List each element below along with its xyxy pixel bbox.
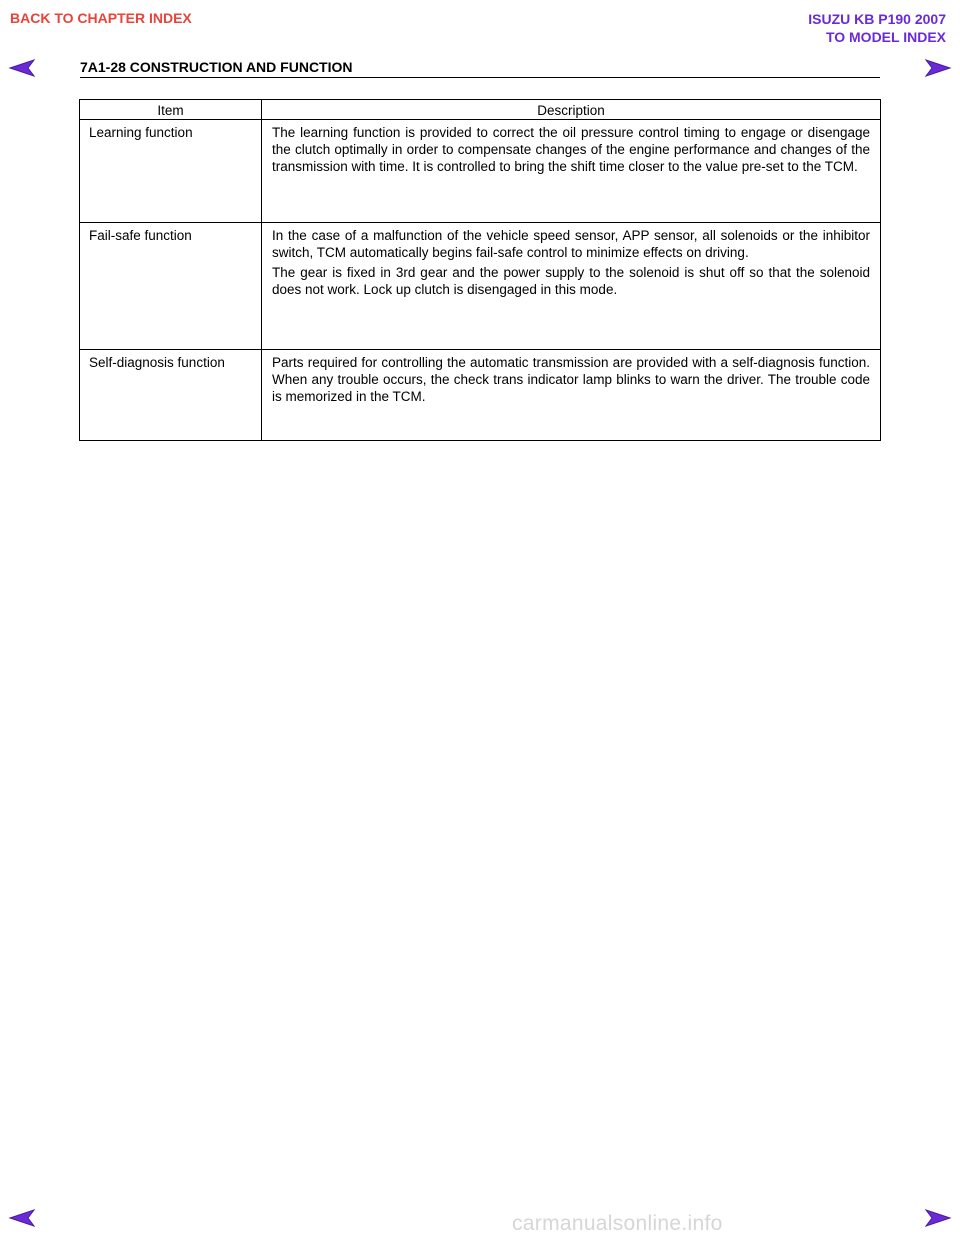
function-table	[79, 99, 881, 441]
row-item-cell: Self-diagnosis function	[80, 350, 262, 441]
to-model-index-link[interactable]: TO MODEL INDEX	[825, 29, 946, 45]
table-header-row	[80, 100, 881, 120]
description-paragraph: The learning function is provided to correct the oil pressure control timing to engage or disengage the clutch optimally in order to compensate changes of the engine performance and changes of the transmission with time. It is controlled to bring the shift time closer to the value pre-set to the TCM.	[272, 125, 870, 174]
back-to-chapter-index-link[interactable]: BACK TO CHAPTER INDEX	[10, 10, 192, 26]
next-page-arrow-icon[interactable]	[922, 1208, 952, 1228]
table-row	[80, 120, 881, 223]
page-header: 7A1-28 CONSTRUCTION AND FUNCTION	[80, 59, 880, 78]
description-paragraph: Parts required for controlling the automatic transmission are provided with a self-diagnosis function. When any trouble occurs, the check trans indicator lamp blinks to warn the driver. The trouble code is memorized in the TCM.	[272, 355, 870, 404]
row-item-cell: Fail-safe function	[80, 223, 262, 350]
row-description-cell	[262, 223, 881, 350]
column-header-item: Item	[80, 100, 262, 120]
column-header-description: Description	[262, 100, 881, 120]
prev-page-arrow-icon[interactable]	[8, 1208, 38, 1228]
row-description-cell	[262, 120, 881, 223]
row-item-cell: Learning function	[80, 120, 262, 223]
description-paragraph: In the case of a malfunction of the vehicle speed sensor, APP sensor, all solenoids or the inhibitor switch, TCM automatically begins fail-safe control to minimize effects on driving.	[272, 228, 870, 260]
description-paragraph: The gear is fixed in 3rd gear and the power supply to the solenoid is shut off so that the solenoid does not work. Lock up clutch is disengaged in this mode.	[272, 265, 870, 297]
next-page-arrow-icon[interactable]	[922, 58, 952, 78]
table-row	[80, 350, 881, 441]
row-description-cell	[262, 350, 881, 441]
model-title-link[interactable]: ISUZU KB P190 2007	[808, 11, 946, 27]
prev-page-arrow-icon[interactable]	[8, 58, 38, 78]
model-index-links	[808, 10, 946, 46]
watermark: carmanualsonline.info	[512, 1212, 723, 1235]
table-row	[80, 223, 881, 350]
